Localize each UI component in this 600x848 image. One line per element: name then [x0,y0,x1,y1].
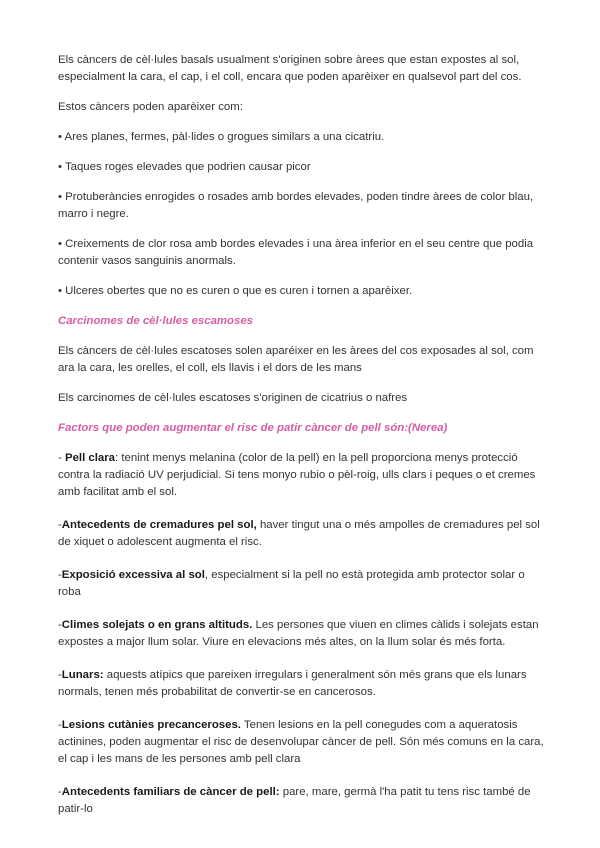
risk-factor-item: -Lesions cutànies precanceroses. Tenen lesions en la pell conegudes com a aqueratosis actinines, poden augmentar el risc de desenvolupar càncer de pell. Són més comuns en la cara, el cap i les mans de les persones amb pell clara [58,719,544,765]
bullet-item: • Ares planes, fermes, pàl·lides o grogues similars a una cicatriu. [58,131,385,143]
bullet-item: • Protuberàncies enrogides o rosades amb bordes elevades, poden tindre àrees de color blau, marro i negre. [58,191,534,220]
risk-factor-title: Lesions cutànies precanceroses. [61,719,241,731]
risk-factor-item: - Pell clara: tenint menys melanina (color de la pell) en la pell proporciona menys protecció contra la radiació UV perjudicial. Si tens monyo rubio o pèl-roig, ulls clars i peques o et cremes amb facilitat amb el sol. [58,452,536,498]
paragraph-squamous-origin: Els carcinomes de cèl·lules escatoses s'originen de cicatrius o nafres [58,392,408,404]
bullet-item: • Taques roges elevades que podrien causar picor [58,161,311,173]
risk-factor-title: Antecedents familiars de càncer de pell: [61,786,280,798]
paragraph-squamous-areas: Els càncers de cèl·lules escatoses solen aparéixer en les àrees del cos exposades al sol, com ara la cara, les orelles, el coll, els llavis i el dors de les mans [58,345,534,374]
risk-factor-title: Exposició excessiva al sol [61,569,205,581]
paragraph-appearance-intro: Estos càncers poden aparèixer com: [58,101,243,113]
risk-factor-item: -Antecedents familiars de càncer de pell: pare, mare, germà l'ha patit tu tens risc també de patir-lo [58,786,531,815]
section-heading-risk-factors: Factors que poden augmentar el risc de patir càncer de pell són:(Nerea) [58,422,448,434]
risk-factor-title: Antecedents de cremadures pel sol, [61,519,257,531]
paragraph-basal-cell-origin: Els càncers de cèl·lules basals usualment s'originen sobre àrees que estan expostes al sol, especialment la cara, el cap, i el coll, encara que poden aparèixer en qualsevol part del cos. [58,54,522,83]
risk-factor-item: -Antecedents de cremadures pel sol, haver tingut una o més ampolles de cremadures pel sol de xiquet o adolescent augmenta el risc. [58,519,540,548]
risk-factor-title: Lunars: [61,669,104,681]
risk-factor-item: -Lunars: aquests atípics que pareixen irregulars i generalment són més grans que els lunars normals, tenen més probabilitat de convertir-se en cancerosos. [58,669,527,698]
risk-factor-title: Climes solejats o en grans altituds. [61,619,253,631]
risk-factor-item: -Climes solejats o en grans altituds. Les persones que viuen en climes càlids i solejats estan expostes a major llum solar. Viure en elevacions més altes, on la llum solar és més forta. [58,619,539,648]
risk-factor-item: -Exposició excessiva al sol, especialment si la pell no està protegida amb protector solar o roba [58,569,525,598]
bullet-item: • Ulceres obertes que no es curen o que es curen i tornen a aparèixer. [58,285,413,297]
risk-factor-title: Pell clara [64,452,115,464]
bullet-item: • Creixements de clor rosa amb bordes elevades i una àrea inferior en el seu centre que podia contenir vasos sanguinis anormals. [58,238,534,267]
document-body [58,52,548,834]
section-heading-squamous: Carcinomes de cèl·lules escamoses [58,315,254,327]
